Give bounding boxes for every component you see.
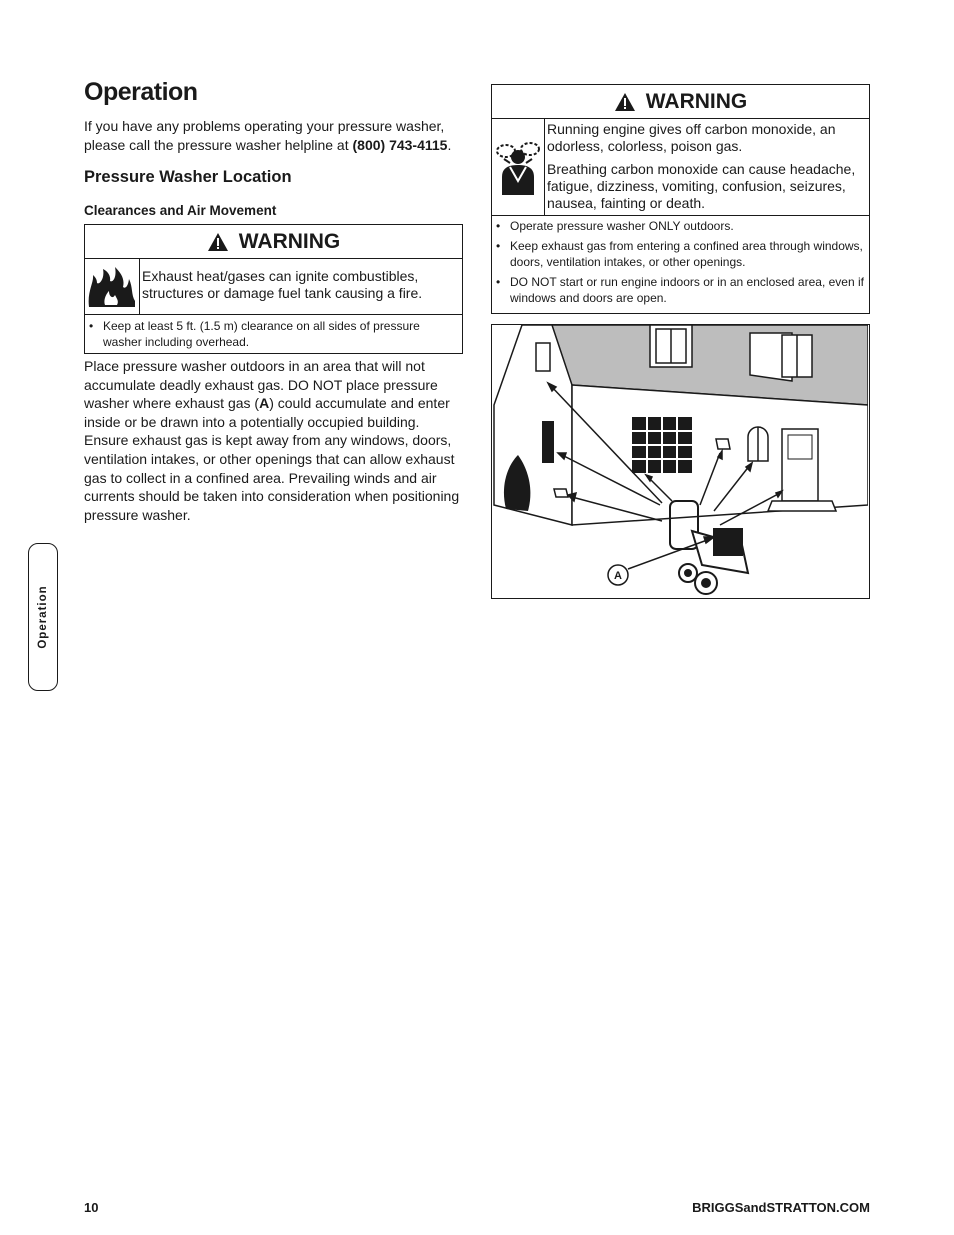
house-illustration xyxy=(491,324,870,599)
intro-paragraph xyxy=(84,117,464,154)
co-warning-text xyxy=(545,119,869,215)
intro-text: If you have any problems operating your pressure washer, please call the pressure washer helpline at xyxy=(84,118,445,153)
website-footer: BRIGGSandSTRATTON.COM xyxy=(692,1200,870,1215)
carbon-monoxide-warning-box xyxy=(491,84,870,314)
side-tab-label: Operation xyxy=(37,585,49,649)
co-warning-text-2: Breathing carbon monoxide can cause headache, fatigue, dizziness, vomiting, confusion, seizures, nausea, fainting or death. xyxy=(547,161,856,211)
section-heading: Pressure Washer Location xyxy=(84,168,292,186)
warning-triangle-icon xyxy=(207,232,229,252)
body-text-after: ) could accumulate and enter inside or be drawn into a potentially occupied building. Ensure exhaust gas is kept away from any windows, doors, ventilation intakes, or other openings that can allow exhaust gas to collect in a confined area. Prevailing winds and air currents should be taken into consideration when positioning pressure washer. xyxy=(84,395,460,523)
toxic-fumes-icon xyxy=(492,137,544,197)
section-side-tab xyxy=(28,543,58,691)
helpline-number: (800) 743-4115 xyxy=(352,136,448,153)
warning-header xyxy=(492,85,869,119)
callout-letter: A xyxy=(259,395,270,412)
location-paragraph xyxy=(84,357,466,524)
fire-warning-box xyxy=(84,224,463,354)
list-item: • Keep exhaust gas from entering a confined area through windows, doors, ventilation intakes, or other openings. xyxy=(492,238,865,270)
fire-icon xyxy=(85,265,139,309)
house-drawing xyxy=(492,325,868,597)
co-warning-text-1: Running engine gives off carbon monoxide, an odorless, colorless, poison gas. xyxy=(547,121,836,154)
list-item: • DO NOT start or run engine indoors or in an enclosed area, even if windows and doors are open. xyxy=(492,274,865,306)
warning-triangle-icon xyxy=(614,92,636,112)
co-warning-bullets xyxy=(492,216,869,306)
warning-content-row xyxy=(85,259,462,315)
warning-content-row xyxy=(492,119,869,216)
fire-warning-bullets xyxy=(85,315,462,350)
body-text-before: Place pressure washer outdoors in an area that will not accumulate deadly exhaust gas. DO NOT place pressure washer where exhaust gas ( xyxy=(84,358,438,412)
warning-heading: WARNING xyxy=(645,89,748,113)
list-item: • Operate pressure washer ONLY outdoors. xyxy=(492,218,865,234)
list-item: • Keep at least 5 ft. (1.5 m) clearance on all sides of pressure washer including overhead. xyxy=(85,318,458,350)
page-title: Operation xyxy=(84,78,198,106)
subsection-heading: Clearances and Air Movement xyxy=(84,203,277,218)
fire-warning-text: Exhaust heat/gases can ignite combustibles, structures or damage fuel tank causing a fire. xyxy=(142,268,423,301)
page-number: 10 xyxy=(84,1200,99,1215)
toxic-fumes-icon-cell xyxy=(492,119,545,215)
warning-heading: WARNING xyxy=(238,229,341,253)
fire-icon-cell xyxy=(85,259,140,314)
callout-a-label: A xyxy=(614,570,622,582)
intro-end: . xyxy=(447,136,452,153)
warning-header xyxy=(85,225,462,259)
